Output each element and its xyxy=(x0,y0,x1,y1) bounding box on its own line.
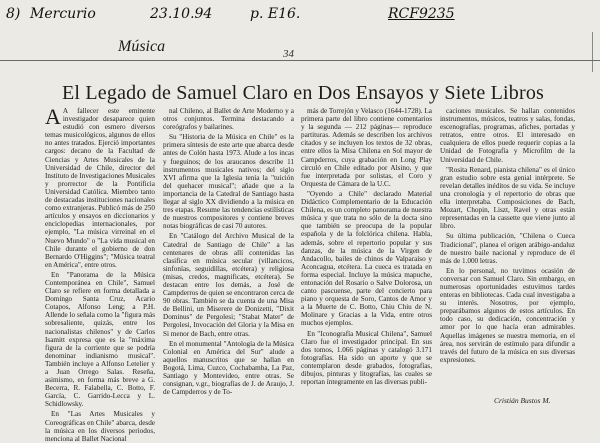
drop-cap: A xyxy=(45,104,61,129)
article-paragraph: En "Catálogo del Archivo Musical de la Catedral de Santiago de Chile" a las centenares de obras allí contenidas las clasifica en música secular (villancicos, sinfonías, seguidillas, etcétera) y religiosa (misas, credos, magnificats, etcétera). Se destacan entre los demás, a José de Campderros de quien se encontraron cerca de 90 obras. También se da cuenta de una Misa de Bellini, un Miserere de Donizetti, "Dixit Dominus" de Pergolesi; "Stabat Mater" de Pergolesi, Invocación del Gloria y la Misa en Si menor de Bach, entre otras. xyxy=(163,232,294,338)
handwritten-annotation xyxy=(0,4,600,28)
header-rule xyxy=(0,60,600,61)
article-paragraph: caciones musicales. Se hallan contenidos instrumentos, músicos, teatros y salas, fondas, escenografías, programas, afiches, portadas y retratos, entre otros. El interesado en cualquiera de ellos puede requerir copias a la Unidad de Fotografía y Microfilm de la Universidad de Chile. xyxy=(440,107,575,164)
author-signature: Cristián Bustos M. xyxy=(494,396,551,405)
article-paragraph: En "Las Artes Musicales y Coreográficas en Chile" abarca, desde la música en los diversos periodos, menciona al Ballet Nacional xyxy=(45,410,155,443)
article-column-2 xyxy=(163,107,294,407)
page-number: 34 xyxy=(283,48,294,60)
article-column-4 xyxy=(440,107,575,389)
section-label: Música xyxy=(118,38,166,55)
article-paragraph: En el monumental "Antología de la Música Colonial en América del Sur" alude a aquellos manuscritos que se hallan en Bogotá, Lima, Cuzco, Cochabamba, La Paz, Santiago y Montevideo, entre otras. Se consignan, v.gr., biografías de J. de Araujo, J. de Campderros y de To- xyxy=(163,339,294,397)
handwritten-date: 23.10.94 xyxy=(150,6,213,22)
article-column-1 xyxy=(45,104,155,443)
clipping-edge xyxy=(592,32,593,72)
article-paragraph: Su última publicación, "Chilena o Cueca Tradicional", planea el origen arábigo-andaluz de nuestro baile nacional y reproduce de él más de 1.000 letras. xyxy=(440,232,575,265)
headline: El Legado de Samuel Claro en Dos Ensayos y Siete Libros xyxy=(62,82,545,104)
article-paragraph: "Rosita Renard, pianista chilena" es el único gran estudio sobre esta genial intérprete. Se revelan detalles inéditos de su vida. Se incluye una cronología y el repertorio de obras que ella interpretaba. Composiciones de Bach, Mozart, Chopin, Liszt, Ravel y otras están representadas en la cassette que viene junto al libro. xyxy=(440,165,575,231)
article-paragraph: Su "Historia de la Música en Chile" es la primera síntesis de este arte que abarca desde antes de Colón hasta 1973. Alude a los incas y fueguinos; de los araucanos describe 11 instrumentos musicales nativos; del siglo XVI afirma que la Iglesia tenía la "tuición del quehacer musical"; añade que a la importancia de la Catedral de Santiago hasta llegar al siglo XX dividiendo a la música en tres etapas. Resume las tendencias estilísticas de nuestros compositores y contiene breves notas biográficas de casi 70 autores. xyxy=(163,133,294,231)
article-paragraph: En "Panorama de la Música Contemporánea en Chile", Samuel Claro se refiere en forma detallada a Domingo Santa Cruz, Acario Cotapos, Alfonso Leng; a P.H. Allende lo señala como la "figura más sobresaliente, quizás, entre los nacionalistas chilenos" y de Carlos Isamitt expresa que es la "máxima figura de la corriente que se podría denominar indianismo musical". También incluye a Alfonso Letelier y a Juan Orrego Salas. Reseña, asimismo, en forma más breve a G. Becerra, R. Falabella, C. Botto, F. García, C. Garrido-Lecca y L. Schidlowsky. xyxy=(45,270,155,409)
article-paragraph: nal Chileno, al Ballet de Arte Moderno y a otros conjuntos. Termina destacando a coreógrafos y bailarines. xyxy=(163,107,294,132)
article-paragraph: En lo personal, no tuvimos ocasión de conversar con Samuel Claro. Sin embargo, en numerosas oportunidades estuvimos tardes enteras en bibliotecas. Cada cual investigaba a su interés. Nosotros, por ejemplo, preparábamos algunos de estos artículos. En todo caso, su dedicación, concentración y amor por lo que hacía eran admirables. Aquellas imágenes se nuestra memoria, en el área, nos servirán de estímulo para difundir a través del futuro de la música en sus diversas expresiones. xyxy=(440,266,575,364)
article-paragraph xyxy=(45,104,155,269)
article-paragraph: "Oyendo a Chile" declarado Material Didáctico Complementario de la Educación Chilena, es un completo panorama de nuestra música y que trata no sólo de la docta sino que también se preocupa de la popular española y de la folclórica chilena. Habla, además, sobre el repertorio popular y sus danzas, de la música de la Virgen de Andacollo, bailes de chinos de Valparaíso y Aconcagua, etcétera. La cueca es tratada en forma especial. Incluye la música mapuche, entonación del Rosario o Salve Dolorosa, un canto pascuense, parte del concierto para piano y orquesta de Soro, Cantos de Amor y a la Muerte de C. Botto, Chiu Chiu de N. Molinare y Gracias a la Vida, entre otros muchos ejemplos. xyxy=(301,189,432,328)
paragraph-text: A fallecer este eminente investigador desaparece quien estudió con esmero diversos temas musicológicos, algunos de ellos no antes tratados. Ejerció importantes cargos: decano de la Facultad de Ciencias y Artes Musicales de la Universidad de Chile, director del Instituto de Investigaciones Musicales y prorrector de la Pontificia Universidad Católica. Miembro tanto de destacadas instituciones nacionales como extranjeras. Publicó más de 250 artículos y ensayos en diccionarios y enciclopedias internacionales, por ejemplo, "La música virreinal en el Nuevo Mundo" o "La vida musical en Chile durante el gobierno de don Bernardo O'Higgins"; "Música teatral en América", entre otros. xyxy=(45,107,155,269)
handwritten-page: p. E16. xyxy=(250,6,301,22)
handwritten-source: Mercurio xyxy=(30,6,96,22)
handwritten-code: 8) xyxy=(6,6,21,22)
article-paragraph: En "Iconografía Musical Chilena", Samuel Claro fue el investigador principal. En sus dos tomos, 1.066 páginas y catalogó 3.171 fotografías. Ha sido un aporte y que se contemplaron desde grabados, fotografías, dibujos, pinturas y litografías, las cuales se reportan íntegramente en las diversas publi- xyxy=(301,329,432,387)
handwritten-ref: RCF9235 xyxy=(388,6,455,22)
article-column-3 xyxy=(301,107,432,407)
article-paragraph: más de Torrejón y Velasco (1644-1728). La primera parte del libro contiene comentarios y la segunda — 212 páginas— reproduce partituras. Además se describen los archivos citados y se incluyen los textos de 32 obras, entre ellos la Misa Chilena en Sol mayor de Campderros, cuya grabación en Long Play circuló en Chile editado por Alsino, y que fue interpretada por solistas, el Coro y Orquesta de Cámara de la U.C. xyxy=(301,107,432,188)
